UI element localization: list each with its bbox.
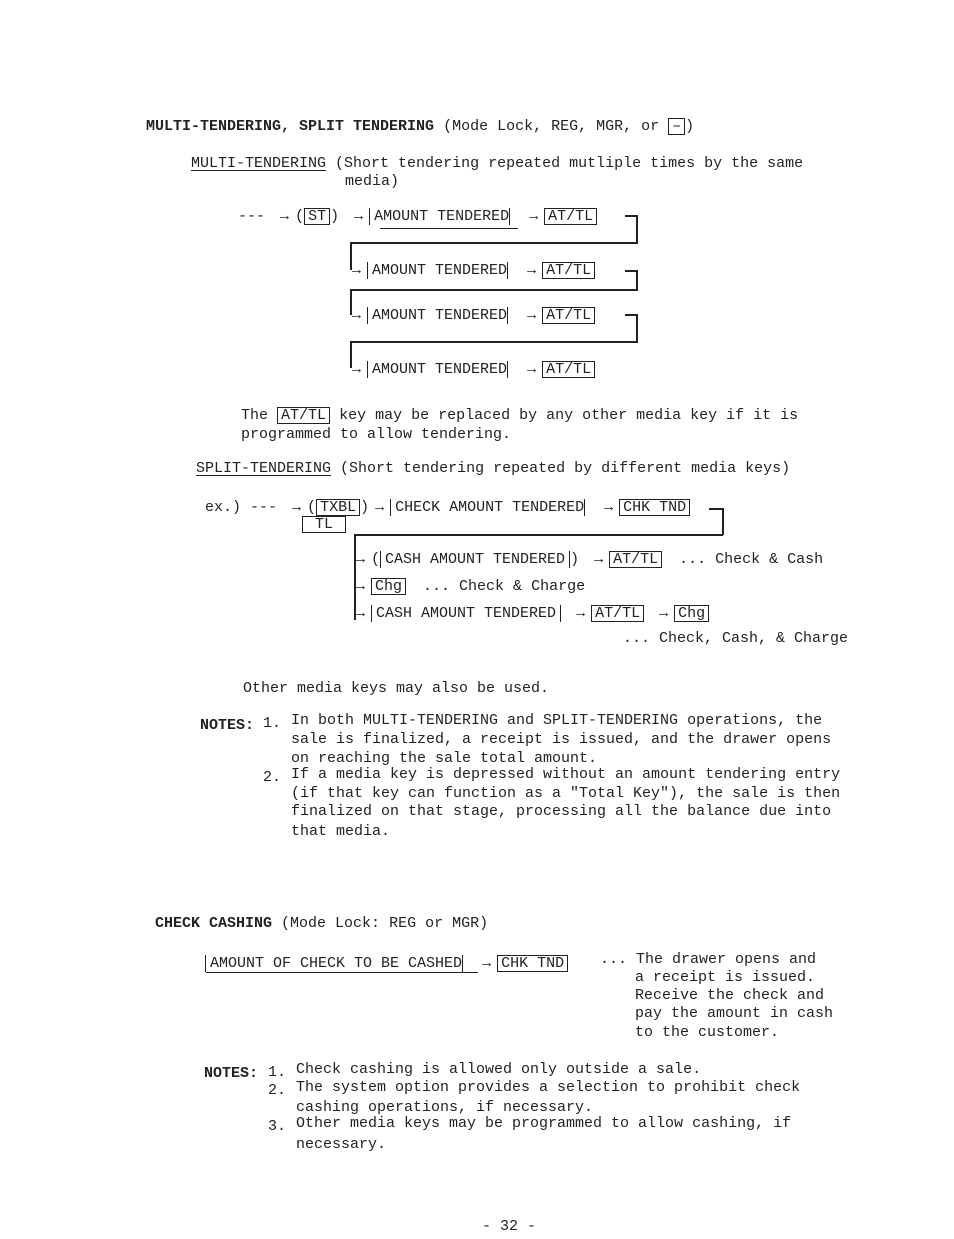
- attl-note-line2: programmed to allow tendering.: [241, 426, 512, 443]
- chk-tnd-key: CHK TND: [619, 499, 690, 516]
- split-row-2: → ( CASH AMOUNT TENDERED ) → AT/TL ... Check & Cash: [356, 551, 824, 568]
- amount-tendered-entry: AMOUNT TENDERED: [369, 208, 509, 225]
- arrow-icon: →: [280, 208, 290, 225]
- arrow-icon: →: [576, 605, 586, 622]
- result-check-cash: ... Check & Cash: [679, 551, 824, 568]
- cash-amount-entry: CASH AMOUNT TENDERED: [371, 605, 561, 622]
- other-media-note: Other media keys may also be used.: [243, 680, 550, 697]
- at-tl-key: AT/TL: [277, 407, 330, 424]
- check-cashing-row: [205, 955, 568, 973]
- note-3-line2: necessary.: [296, 1136, 387, 1153]
- arrow-icon: →: [527, 307, 537, 324]
- arrow-icon: →: [356, 605, 366, 622]
- note-2-line1: The system option provides a selection to prohibit check: [296, 1079, 801, 1096]
- check-cashing-desc-3: Receive the check and: [635, 987, 825, 1004]
- chk-tnd-key: CHK TND: [497, 955, 568, 972]
- check-cashing-desc-1: ... The drawer opens and: [600, 951, 817, 968]
- check-amount-entry: AMOUNT OF CHECK TO BE CASHED: [205, 955, 462, 972]
- multi-desc: [191, 155, 803, 173]
- section-mode-close: ): [685, 118, 695, 135]
- at-tl-key: AT/TL: [609, 551, 662, 568]
- note-1-line3: on reaching the sale total amount.: [291, 750, 598, 767]
- notes-label: NOTES:: [200, 717, 255, 734]
- split-heading: SPLIT-TENDERING: [196, 460, 332, 477]
- arrow-icon: →: [659, 605, 669, 622]
- multi-heading: MULTI-TENDERING: [191, 155, 327, 172]
- section-mode: (Mode Lock, REG, MGR, or: [443, 118, 660, 135]
- multi-row-4: [352, 361, 595, 379]
- tl-key-wrap: [302, 516, 346, 534]
- multi-row-2: [352, 262, 595, 280]
- multi-prefix: ---: [238, 208, 266, 225]
- at-tl-key: AT/TL: [544, 208, 597, 225]
- note-2-line2: cashing operations, if necessary.: [296, 1099, 594, 1116]
- arrow-icon: →: [375, 499, 385, 516]
- check-cashing-mode: (Mode Lock: REG or MGR): [281, 915, 489, 932]
- chg-key: Chg: [371, 578, 406, 595]
- note-2-number: 2.: [263, 769, 282, 786]
- amount-tendered-entry: AMOUNT TENDERED: [367, 361, 507, 378]
- cash-amount-entry: CASH AMOUNT TENDERED: [380, 551, 570, 568]
- result-check-charge: ... Check & Charge: [423, 578, 586, 595]
- split-desc: [196, 460, 790, 478]
- arrow-icon: →: [354, 208, 364, 225]
- split-ex: ex.) ---: [205, 499, 278, 516]
- arrow-icon: →: [292, 499, 302, 516]
- section-title-text: MULTI-TENDERING, SPLIT TENDERING: [146, 118, 435, 135]
- check-cashing-title: [155, 915, 488, 933]
- at-tl-key: AT/TL: [591, 605, 644, 622]
- note-1-number: 1.: [263, 715, 282, 732]
- arrow-icon: →: [356, 551, 366, 568]
- multi-row-1: --- → ( ST ) → AMOUNT TENDERED → AT/TL: [238, 208, 597, 226]
- at-tl-key: AT/TL: [542, 307, 595, 324]
- arrow-icon: →: [594, 551, 604, 568]
- split-row-1: ex.) --- → ( TXBL ) → CHECK AMOUNT TENDERED → CHK TND: [205, 499, 690, 517]
- split-desc-text: (Short tendering repeated by different media keys): [340, 460, 791, 477]
- chg-key: Chg: [674, 605, 709, 622]
- mode-minus-key: –: [668, 118, 685, 135]
- arrow-icon: →: [527, 262, 537, 279]
- check-amount-entry: CHECK AMOUNT TENDERED: [390, 499, 584, 516]
- multi-row-3: [352, 307, 595, 325]
- split-row-4: [356, 605, 709, 623]
- check-cashing-desc-4: pay the amount in cash: [635, 1005, 834, 1022]
- note-2-line4: that media.: [291, 823, 391, 840]
- multi-desc-line1: (Short tendering repeated mutliple times by the same: [335, 155, 804, 172]
- split-row-3: [356, 578, 585, 596]
- arrow-icon: →: [529, 208, 539, 225]
- notes-label: NOTES:: [204, 1065, 259, 1082]
- check-cashing-desc-2: a receipt is issued.: [635, 969, 816, 986]
- amount-tendered-entry: AMOUNT TENDERED: [367, 307, 507, 324]
- arrow-icon: →: [352, 307, 362, 324]
- note-1-line1: In both MULTI-TENDERING and SPLIT-TENDERING operations, the: [291, 712, 823, 729]
- arrow-icon: →: [604, 499, 614, 516]
- at-tl-key: AT/TL: [542, 361, 595, 378]
- page-number: - 32 -: [482, 1218, 537, 1235]
- arrow-icon: →: [527, 361, 537, 378]
- arrow-icon: →: [352, 262, 362, 279]
- amount-tendered-entry: AMOUNT TENDERED: [367, 262, 507, 279]
- tl-key: TL: [302, 516, 346, 533]
- arrow-icon: →: [356, 578, 366, 595]
- attl-note: The AT/TL key may be replaced by any other media key if it is: [241, 407, 799, 424]
- note-3-number: 3.: [268, 1118, 287, 1135]
- section-title: [146, 118, 694, 136]
- note-1-line2: sale is finalized, a receipt is issued, and the drawer opens: [291, 731, 832, 748]
- result-check-cash-charge: ... Check, Cash, & Charge: [623, 630, 849, 647]
- note-2-line2: (if that key can function as a "Total Key"), the sale is then: [291, 785, 841, 802]
- note-2-number: 2.: [268, 1082, 287, 1099]
- note-2-line3: finalized on that stage, processing all the balance due into: [291, 803, 832, 820]
- note-1-text: Check cashing is allowed only outside a sale.: [296, 1061, 702, 1078]
- multi-desc-line2: media): [345, 173, 400, 190]
- at-tl-key: AT/TL: [542, 262, 595, 279]
- check-cashing-heading: CHECK CASHING: [155, 915, 273, 932]
- txbl-key: TXBL: [316, 499, 360, 516]
- check-cashing-desc-5: to the customer.: [635, 1024, 780, 1041]
- st-key: ST: [304, 208, 330, 225]
- note-3-line1: Other media keys may be programmed to allow cashing, if: [296, 1115, 792, 1132]
- arrow-icon: →: [352, 361, 362, 378]
- note-1-number: 1.: [268, 1064, 287, 1081]
- note-2-line1: If a media key is depressed without an amount tendering entry: [291, 766, 841, 783]
- arrow-icon: →: [482, 955, 492, 972]
